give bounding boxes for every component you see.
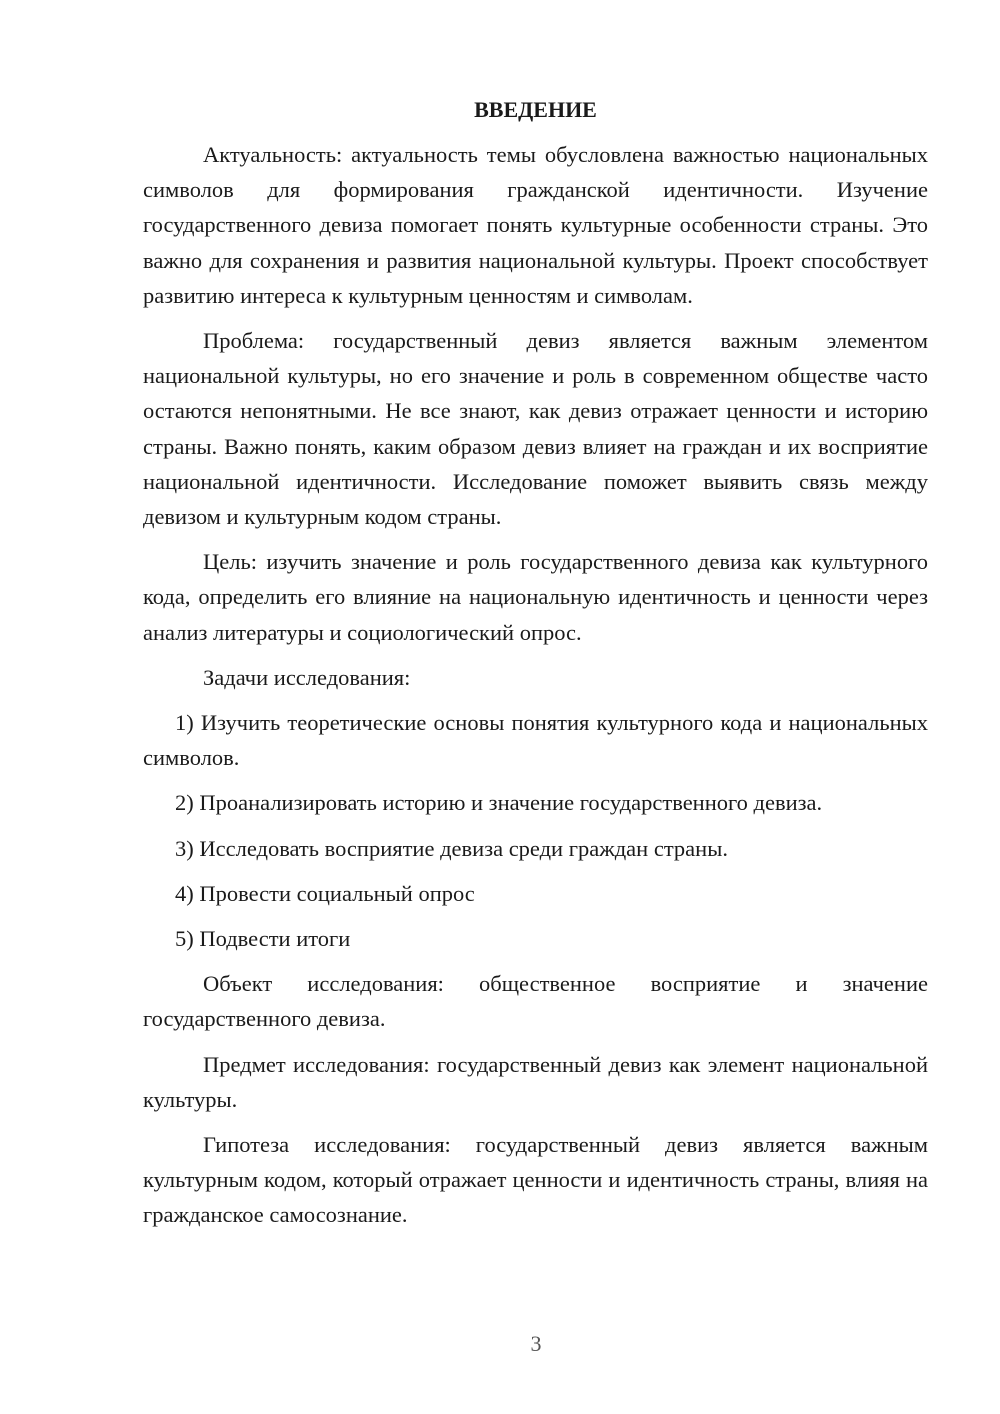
task-item: 4) Провести социальный опрос [175,880,475,906]
section-title: ВВЕДЕНИЕ [474,97,597,122]
paragraph-relevance: Актуальность: актуальность темы обусловлена важностью национальных символов для формирования гражданской идентичности. Изучение государственного девиза помогает понять культурные особенности страны. Это важно для сохранения и развития национальной культуры. Проект способствует развитию интереса к культурным ценностям и символам. [143,142,928,308]
task-item: 3) Исследовать восприятие девиза среди граждан страны. [175,835,728,861]
paragraph-hypothesis: Гипотеза исследования: государственный девиз является важным культурным кодом, который отражает ценности и идентичность страны, влияя на гражданское самосознание. [143,1132,928,1228]
paragraph-tasks-heading: Задачи исследования: [203,664,411,690]
page-number: 3 [530,1331,542,1356]
paragraph-subject: Предмет исследования: государственный девиз как элемент национальной культуры. [143,1051,928,1112]
paragraph-goal: Цель: изучить значение и роль государственного девиза как культурного кода, определить его влияние на национальную идентичность и ценности через анализ литературы и социологический опрос. [143,549,928,645]
task-item: 2) Проанализировать историю и значение государственного девиза. [175,790,823,816]
paragraph-problem: Проблема: государственный девиз является важным элементом национальной культуры, но его значение и роль в современном обществе часто остаются непонятными. Не все знают, как девиз отражает ценности и историю страны. Важно понять, каким образом девиз влияет на граждан и их восприятие национальной идентичности. Исследование поможет выявить связь между девизом и культурным кодом страны. [143,328,928,530]
task-item: 1) Изучить теоретические основы понятия культурного кода и национальных символов. [143,710,928,771]
document-page [143,92,928,1243]
paragraph-object: Объект исследования: общественное восприятие и значение государственного девиза. [143,971,928,1032]
task-item: 5) Подвести итоги [175,926,351,952]
